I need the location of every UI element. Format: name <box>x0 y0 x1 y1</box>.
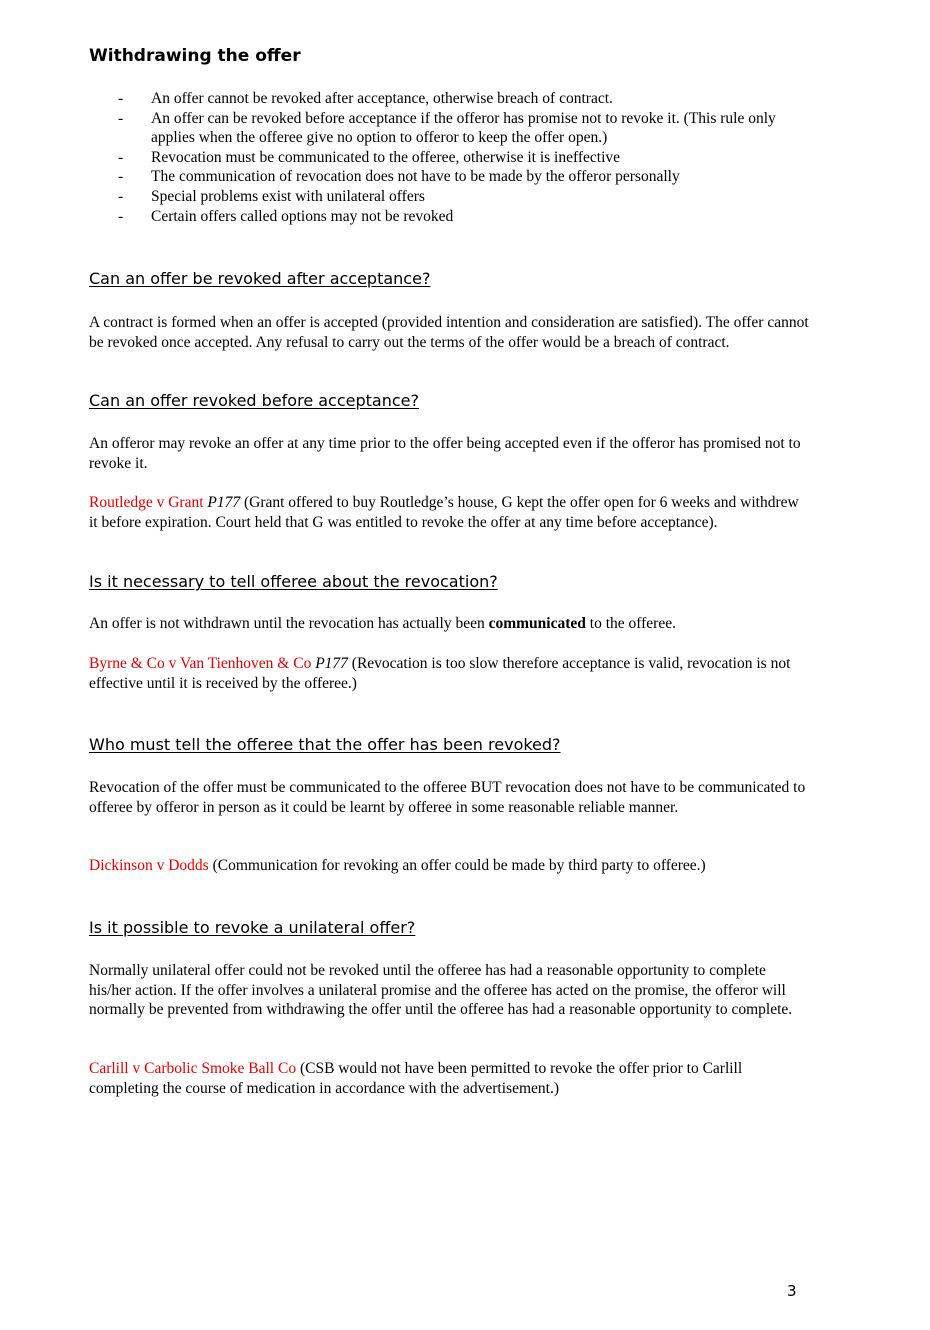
page-title: Withdrawing the offer <box>89 46 301 66</box>
case-reference: P177 <box>207 494 241 511</box>
case-name: Dickinson v Dodds <box>89 857 209 874</box>
case-paragraph <box>89 1059 809 1098</box>
section-heading: Is it necessary to tell offeree about the revocation? <box>89 572 498 591</box>
bullet-marker: - <box>118 168 124 186</box>
section-paragraph: Normally unilateral offer could not be revoked until the offeree has had a reasonable opportunity to complete his/her action. If the offer involves a unilateral promise and the offeree has acted on the promise, the offeror will normally be prevented from withdrawing the offer until the offeree has had a reasonable opportunity to complete. <box>89 962 793 1019</box>
section-paragraph: Revocation of the offer must be communicated to the offeree BUT revocation does not have to be communicated to offeree by offeror in person as it could be learnt by offeree in some reasonable reliable manner. <box>89 779 806 816</box>
section-paragraph: A contract is formed when an offer is accepted (provided intention and consideration are satisfied). The offer cannot be revoked once accepted. Any refusal to carry out the terms of the offer would be a breach of contract. <box>89 314 809 351</box>
section-heading: Can an offer be revoked after acceptance? <box>89 269 431 288</box>
case-name: Byrne & Co v Van Tienhoven & Co <box>89 655 312 672</box>
case-description: (Revocation is too slow therefore acceptance is valid, revocation is not effective until it is received by the offeree.) <box>89 655 791 692</box>
list-item: - Revocation must be communicated to the offeree, otherwise it is ineffective <box>118 148 621 166</box>
page-number: 3 <box>787 1282 797 1300</box>
list-item: - An offer can be revoked before acceptance if the offeror has promise not to revoke it. (This rule only applies when the offeree give no option to offeror to keep the offer open.) <box>118 109 776 147</box>
case-name: Routledge v Grant <box>89 494 204 511</box>
bullet-marker: - <box>118 207 124 225</box>
list-item: - An offer cannot be revoked after acceptance, otherwise breach of contract. <box>118 90 613 107</box>
section-paragraph: An offer is not withdrawn until the revocation has actually been communicated to the offeree. <box>89 615 676 632</box>
section-paragraph: An offeror may revoke an offer at any time prior to the offer being accepted even if the offeror has promised not to revoke it. <box>89 435 801 472</box>
list-item: - Special problems exist with unilateral offers <box>118 187 425 205</box>
bullet-marker: - <box>118 148 124 166</box>
list-item: - The communication of revocation does not have to be made by the offeror personally <box>118 168 680 186</box>
case-description: (CSB would not have been permitted to revoke the offer prior to Carlill completing the course of medication in accordance with the advertisement.) <box>89 1060 743 1097</box>
bullet-marker: - <box>118 90 124 107</box>
case-reference: P177 <box>315 655 348 672</box>
case-paragraph <box>89 856 809 876</box>
bullet-marker: - <box>118 187 124 205</box>
section-heading: Who must tell the offeree that the offer has been revoked? <box>89 735 561 754</box>
section-heading: Can an offer revoked before acceptance? <box>89 391 419 410</box>
case-name: Carlill v Carbolic Smoke Ball Co <box>89 1060 297 1077</box>
emphasis-text: communicated <box>488 615 586 632</box>
section-heading: Is it possible to revoke a unilateral offer? <box>89 918 416 937</box>
bullet-marker: - <box>118 109 124 127</box>
case-description: (Grant offered to buy Routledge’s house, G kept the offer open for 6 weeks and withdrew it before expiration. Court held that G was entitled to revoke the offer at any time before acceptance). <box>89 494 799 531</box>
case-paragraph <box>89 654 809 693</box>
case-description: (Communication for revoking an offer could be made by third party to offeree.) <box>208 857 706 874</box>
list-item: - Certain offers called options may not be revoked <box>118 207 454 225</box>
bullet-list <box>118 89 818 226</box>
case-paragraph <box>89 493 809 532</box>
